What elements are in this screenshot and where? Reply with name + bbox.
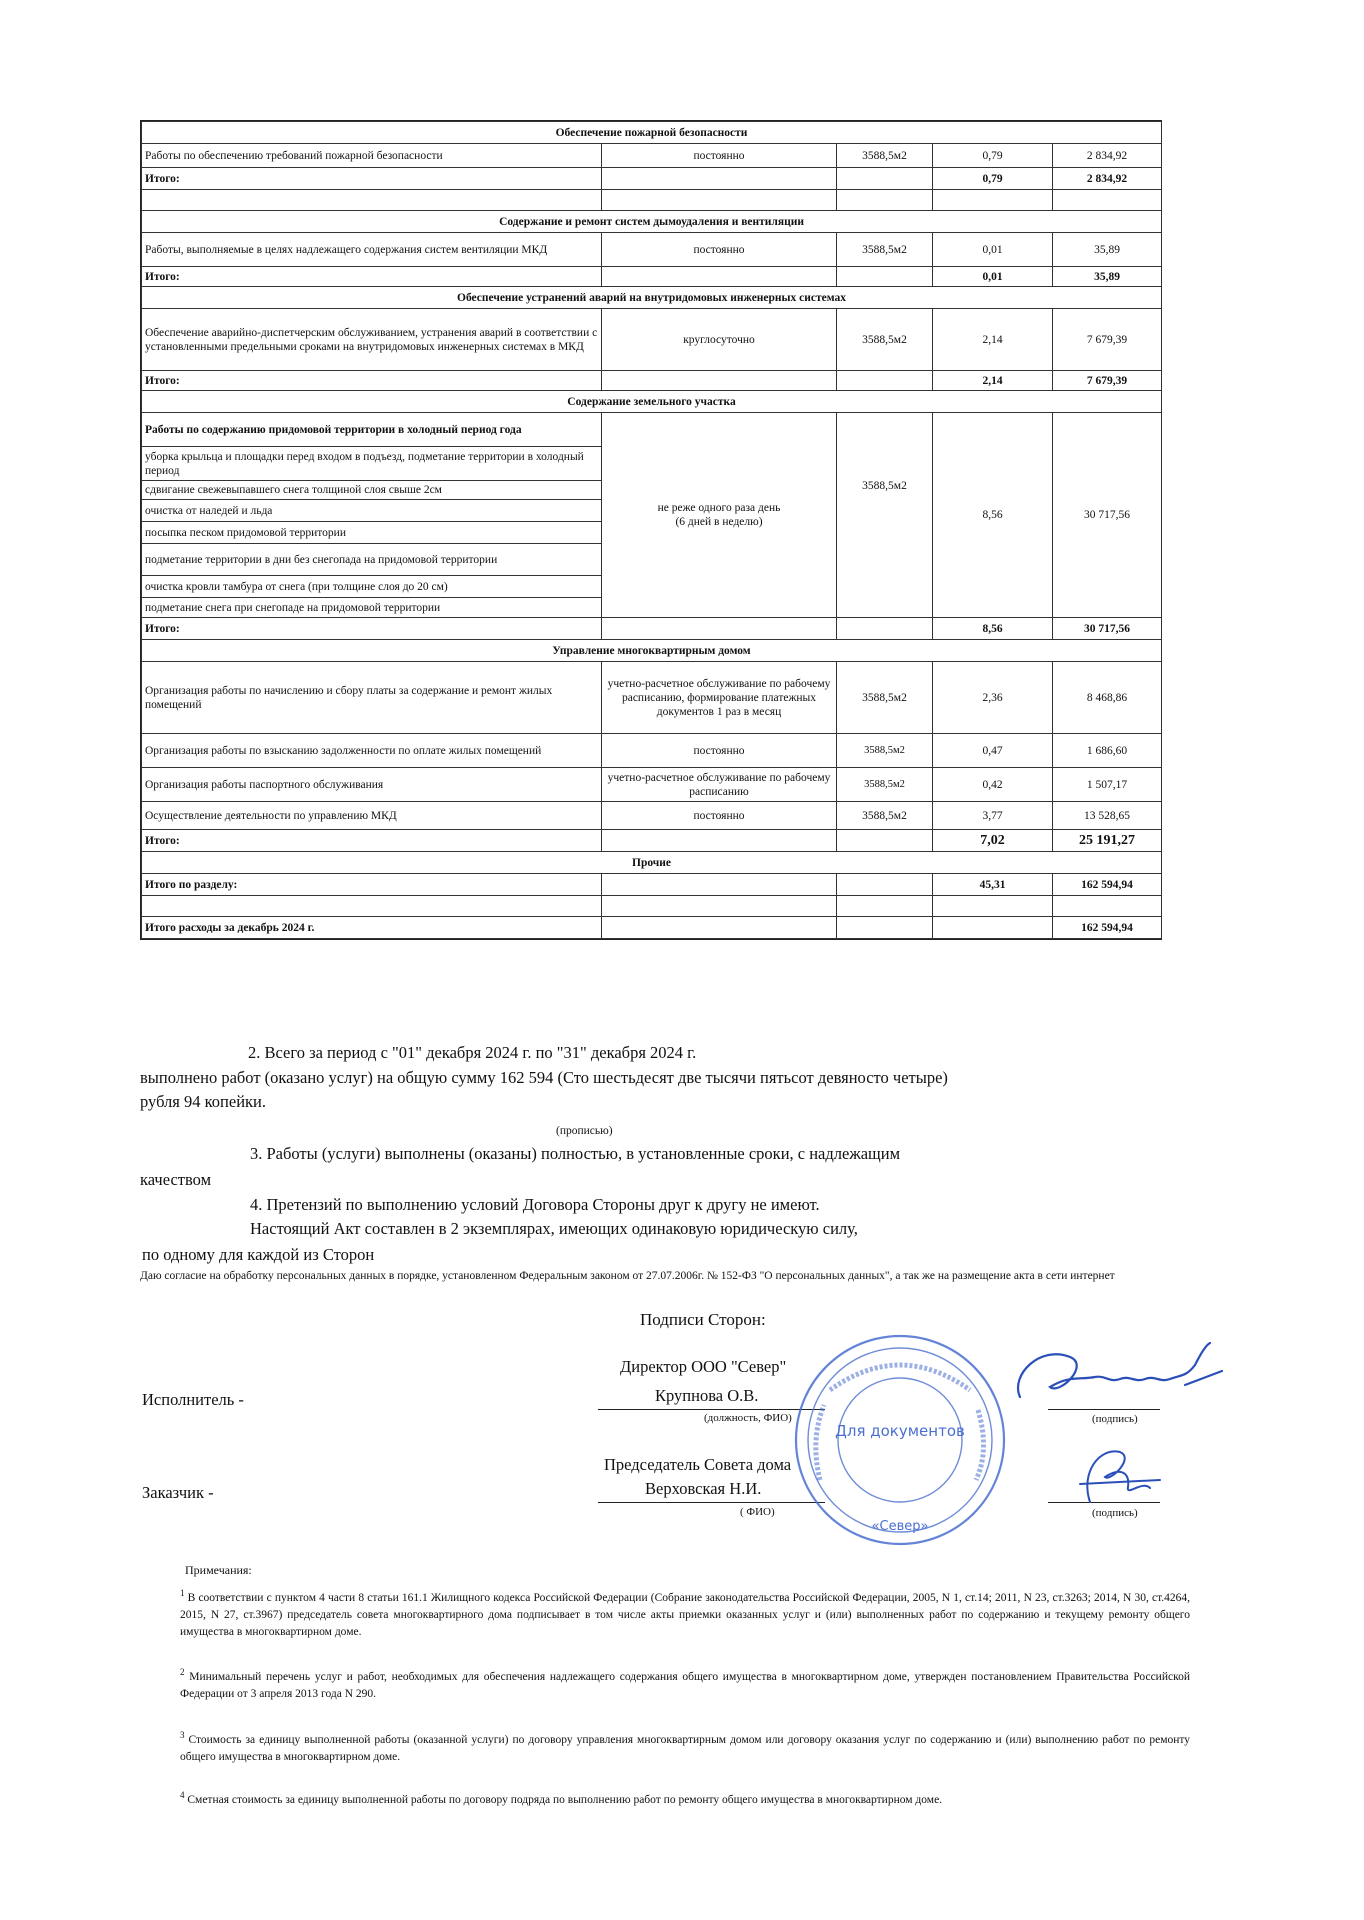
paragraph-4: 4. Претензий по выполнению условий Договора Стороны друг к другу не имеют. [250, 1195, 820, 1214]
section-total-rate: 45,31 [933, 874, 1053, 896]
stamp-bottom-text: «Север» [871, 1519, 929, 1534]
executor-sign-caption: (подпись) [1092, 1413, 1138, 1425]
note-4-text: Сметная стоимость за единицу выполненной работы по договору подряда по выполнению работ по ремонту общего имущества в многоквартирном доме. [187, 1793, 943, 1806]
section-header [142, 640, 1162, 662]
total-row [142, 830, 1162, 852]
table-row [142, 309, 1162, 371]
service-sum: 35,89 [1053, 233, 1162, 267]
consent-text: Даю согласие на обработку персональных данных в порядке, установленном Федеральным законом от 27.07.2006г. № 152-ФЗ "О персональных данных", а так же на размещение акта в сети интернет [140, 1270, 1115, 1282]
total-label: Итого: [142, 618, 602, 640]
service-name: Обеспечение аварийно-диспетчерским обслуживанием, устранения аварий в соответствии с установленными предельными сроками на внутридомовых инженерных системах в МКД [142, 309, 602, 371]
service-sum: 2 834,92 [1053, 144, 1162, 168]
service-name: Организация работы по взысканию задолженности по оплате жилых помещений [142, 734, 602, 768]
service-area: 3588,5м2 [837, 309, 933, 371]
blank-row [142, 190, 1162, 211]
executor-position: Директор ООО "Север" [620, 1357, 787, 1376]
total-rate: 8,56 [933, 618, 1053, 640]
paragraph-5-cont: по одному для каждой из Сторон [142, 1245, 375, 1264]
total-sum: 2 834,92 [1053, 168, 1162, 190]
total-rate: 0,01 [933, 267, 1053, 287]
service-period: не реже одного раза день (6 дней в неделю) [602, 413, 837, 618]
table-row [142, 768, 1162, 802]
customer-signature [1050, 1432, 1180, 1512]
paragraph-3-cont: качеством [140, 1170, 212, 1189]
section-header [142, 852, 1162, 874]
paragraph-2-kopecks: рубля 94 копейки. [140, 1092, 267, 1111]
section-title-fire: Обеспечение пожарной безопасности [142, 122, 1162, 144]
service-area: 3588,5м2 [837, 144, 933, 168]
service-rate: 3,77 [933, 802, 1053, 830]
service-sum: 7 679,39 [1053, 309, 1162, 371]
service-period: учетно-расчетное обслуживание по рабочему расписанию [602, 768, 837, 802]
service-name: Работы, выполняемые в целях надлежащего содержания систем вентиляции МКД [142, 233, 602, 267]
land-item: подметание снега при снегопаде на придомовой территории [142, 598, 602, 618]
section-header [142, 391, 1162, 413]
service-period: круглосуточно [602, 309, 837, 371]
section-title-management: Управление многоквартирным домом [142, 640, 1162, 662]
grand-total-sum: 162 594,94 [1053, 917, 1162, 939]
total-row [142, 618, 1162, 640]
service-period: постоянно [602, 734, 837, 768]
total-rate: 2,14 [933, 371, 1053, 391]
service-name: Организация работы по начислению и сбору платы за содержание и ремонт жилых помещений [142, 662, 602, 734]
note-3-text: Стоимость за единицу выполненной работы (оказанной услуги) по договору управления многоквартирным домом или договору оказания услуг по содержанию и (или) выполнению работ по ремонту общего имущества в многоквартирном доме. [180, 1733, 1190, 1763]
land-item: уборка крыльца и площадки перед входом в подъезд, подметание территории в холодный период [142, 447, 602, 481]
note-3 [180, 1727, 1190, 1766]
land-works-header: Работы по содержанию придомовой территории в холодный период года [142, 413, 602, 447]
customer-position: Председатель Совета дома [604, 1455, 792, 1474]
blank-row [142, 896, 1162, 917]
service-rate: 0,47 [933, 734, 1053, 768]
service-sum: 1 507,17 [1053, 768, 1162, 802]
table-row [142, 734, 1162, 768]
total-rate: 0,79 [933, 168, 1053, 190]
stamp-center-text: Для документов [835, 1422, 965, 1440]
service-sum: 1 686,60 [1053, 734, 1162, 768]
executor-caption: (должность, ФИО) [704, 1412, 792, 1424]
section-title-other: Прочие [142, 852, 1162, 874]
total-label: Итого: [142, 267, 602, 287]
service-rate: 0,01 [933, 233, 1053, 267]
service-period: постоянно [602, 802, 837, 830]
table-row [142, 802, 1162, 830]
table-row [142, 233, 1162, 267]
service-area: 3588,5м2 [837, 768, 933, 802]
grand-total-label: Итого расходы за декабрь 2024 г. [142, 917, 602, 939]
section-title-emergency: Обеспечение устранений аварий на внутридомовых инженерных системах [142, 287, 1162, 309]
propis-caption: (прописью) [556, 1125, 613, 1137]
signatures-title: Подписи Сторон: [640, 1310, 766, 1329]
service-period: постоянно [602, 233, 837, 267]
note-1-number: 1 [180, 1588, 185, 1598]
customer-label: Заказчик - [142, 1483, 214, 1502]
executor-name: Крупнова О.В. [655, 1386, 759, 1405]
total-label: Итого: [142, 168, 602, 190]
service-area: 3588,5м2 [837, 413, 933, 618]
section-header [142, 211, 1162, 233]
note-4-number: 4 [180, 1790, 185, 1800]
total-row [142, 371, 1162, 391]
total-rate: 7,02 [933, 830, 1053, 852]
total-row [142, 168, 1162, 190]
service-sum: 8 468,86 [1053, 662, 1162, 734]
table-row [142, 413, 1162, 447]
paragraph-2-sum: выполнено работ (оказано услуг) на общую сумму 162 594 (Сто шестьдесят две тысячи пятьсот девяносто четыре) [140, 1068, 948, 1087]
act-table [141, 121, 1162, 939]
customer-caption: ( ФИО) [740, 1506, 775, 1518]
customer-name: Верховская Н.И. [645, 1479, 762, 1498]
note-2-text: Минимальный перечень услуг и работ, необходимых для обеспечения надлежащего содержания общего имущества в многоквартирном доме, утвержден постановлением Правительства Российской Федерации от 3 апреля 2013 года N 290. [180, 1670, 1191, 1700]
table-row [142, 662, 1162, 734]
grand-total-row [142, 917, 1162, 939]
section-total-label: Итого по разделу: [142, 874, 602, 896]
executor-label: Исполнитель - [142, 1390, 244, 1409]
section-header [142, 122, 1162, 144]
service-rate: 0,42 [933, 768, 1053, 802]
total-sum: 25 191,27 [1053, 830, 1162, 852]
total-sum: 30 717,56 [1053, 618, 1162, 640]
service-name: Организация работы паспортного обслуживания [142, 768, 602, 802]
service-rate: 2,36 [933, 662, 1053, 734]
section-title-land: Содержание земельного участка [142, 391, 1162, 413]
note-1-text: В соответствии с пунктом 4 части 8 статьи 161.1 Жилищного кодекса Российской Федерации (Собрание законодательства Российской Федерации, 2005, N 1, ст.14; 2011, N 23, ст.3263; 2014, N 30, ст.4264, 2015, N 27, ст.3967) председатель совета многоквартирного дома подписывает в том числе акты приемки оказанных услуг и (или) выполненных работ по содержанию и текущему ремонту общего имущества в многоквартирном доме. [180, 1591, 1190, 1638]
note-3-number: 3 [180, 1730, 185, 1740]
section-title-ventilation: Содержание и ремонт систем дымоудаления и вентиляции [142, 211, 1162, 233]
service-period: учетно-расчетное обслуживание по рабочему расписанию, формирование платежных документов 1 раз в месяц [602, 662, 837, 734]
service-rate: 0,79 [933, 144, 1053, 168]
note-2-number: 2 [180, 1667, 185, 1677]
total-sum: 35,89 [1053, 267, 1162, 287]
note-1 [180, 1585, 1190, 1641]
executor-signature [1000, 1335, 1230, 1415]
total-row [142, 874, 1162, 896]
notes-title: Примечания: [185, 1563, 252, 1577]
service-sum: 13 528,65 [1053, 802, 1162, 830]
note-4 [180, 1787, 1190, 1809]
land-item: очистка кровли тамбура от снега (при толщине слоя до 20 см) [142, 576, 602, 598]
total-sum: 7 679,39 [1053, 371, 1162, 391]
land-item: подметание территории в дни без снегопада на придомовой территории [142, 544, 602, 576]
service-sum: 30 717,56 [1053, 413, 1162, 618]
land-item: очистка от наледей и льда [142, 500, 602, 522]
service-area: 3588,5м2 [837, 802, 933, 830]
total-row [142, 267, 1162, 287]
service-name: Осуществление деятельности по управлению МКД [142, 802, 602, 830]
section-total-sum: 162 594,94 [1053, 874, 1162, 896]
service-name: Работы по обеспечению требований пожарной безопасности [142, 144, 602, 168]
company-stamp [790, 1330, 1010, 1550]
table-row [142, 144, 1162, 168]
service-period: постоянно [602, 144, 837, 168]
service-rate: 2,14 [933, 309, 1053, 371]
note-2 [180, 1664, 1190, 1703]
paragraph-5: Настоящий Акт составлен в 2 экземплярах, имеющих одинаковую юридическую силу, [250, 1219, 858, 1238]
customer-sign-caption: (подпись) [1092, 1507, 1138, 1519]
total-label: Итого: [142, 830, 602, 852]
services-table [140, 120, 1162, 940]
section-header [142, 287, 1162, 309]
paragraph-2-period: 2. Всего за период с "01" декабря 2024 г. по "31" декабря 2024 г. [248, 1043, 697, 1062]
service-area: 3588,5м2 [837, 734, 933, 768]
land-item: сдвигание свежевыпавшего снега толщиной слоя свыше 2см [142, 481, 602, 500]
service-area: 3588,5м2 [837, 233, 933, 267]
total-label: Итого: [142, 371, 602, 391]
land-item: посыпка песком придомовой территории [142, 522, 602, 544]
service-rate: 8,56 [933, 413, 1053, 618]
paragraph-3: 3. Работы (услуги) выполнены (оказаны) полностью, в установленные сроки, с надлежащим [250, 1144, 901, 1163]
service-area: 3588,5м2 [837, 662, 933, 734]
